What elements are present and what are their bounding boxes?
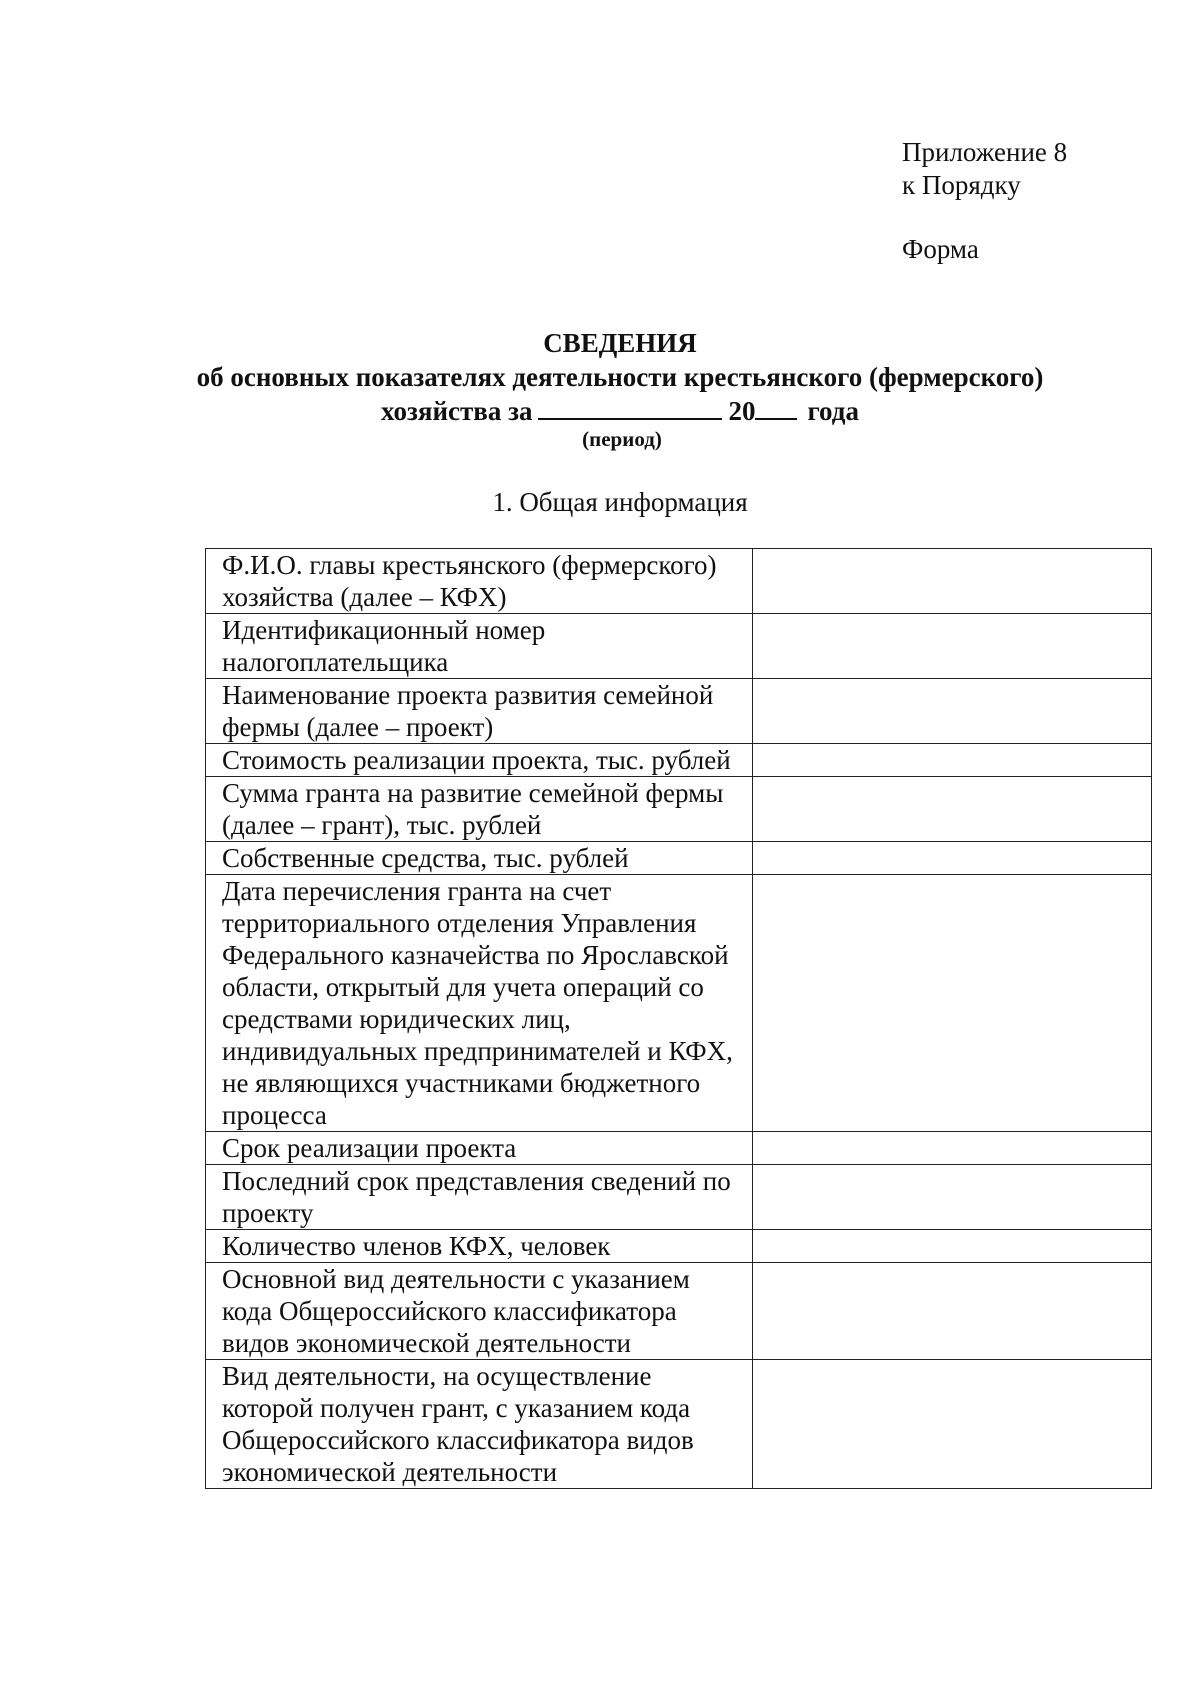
table-row [206, 1360, 1152, 1489]
document-title: СВЕДЕНИЯ [543, 328, 697, 358]
table-row [206, 744, 1152, 777]
year-prefix: 20 [728, 396, 756, 426]
period-blank[interactable] [538, 396, 722, 420]
row-label: Стоимость реализации проекта, тыс. рублей [206, 744, 753, 777]
row-label: Вид деятельности, на осуществление которой получен грант, с указанием кода Общероссийского классификатора видов экономической деятельности [206, 1360, 753, 1489]
row-value-field[interactable] [752, 614, 1151, 679]
document-subtitle: об основных показателях деятельности крестьянского (фермерского) [196, 362, 1044, 392]
table-row [206, 875, 1152, 1132]
row-label: Ф.И.О. главы крестьянского (фермерского) хозяйства (далее – КФХ) [206, 549, 753, 614]
row-label: Наименование проекта развития семейной фермы (далее – проект) [206, 679, 753, 744]
table-row [206, 1230, 1152, 1263]
form-label: Форма [902, 234, 979, 264]
period-line-start: хозяйства за [381, 396, 533, 426]
appendix-reference: к Порядку [902, 170, 1021, 200]
row-value-field[interactable] [752, 1230, 1151, 1263]
appendix-number: Приложение 8 [902, 137, 1068, 167]
row-label: Идентификационный номер налогоплательщика [206, 614, 753, 679]
row-value-field[interactable] [752, 842, 1151, 875]
period-line [180, 394, 1060, 428]
table-row [206, 1263, 1152, 1360]
period-line-end: года [807, 396, 859, 426]
row-label: Срок реализации проекта [206, 1132, 753, 1165]
row-value-field[interactable] [752, 679, 1151, 744]
row-value-field[interactable] [752, 777, 1151, 842]
table-row [206, 679, 1152, 744]
row-value-field[interactable] [752, 1165, 1151, 1230]
period-caption: (период) [582, 427, 662, 451]
row-value-field[interactable] [752, 1132, 1151, 1165]
table-row [206, 842, 1152, 875]
appendix-block [902, 136, 1067, 266]
row-value-field[interactable] [752, 875, 1151, 1132]
row-label: Дата перечисления гранта на счет территориального отделения Управления Федерального казначейства по Ярославской области, открытый для учета операций со средствами юридических лиц, индивидуальных предпринимателей и КФХ, не являющихся участниками бюджетного процесса [206, 875, 753, 1132]
table-row [206, 614, 1152, 679]
row-value-field[interactable] [752, 1263, 1151, 1360]
row-label: Основной вид деятельности с указанием кода Общероссийского классификатора видов экономической деятельности [206, 1263, 753, 1360]
section-title: 1. Общая информация [492, 487, 748, 517]
row-label: Собственные средства, тыс. рублей [206, 842, 753, 875]
row-value-field[interactable] [752, 549, 1151, 614]
row-label: Количество членов КФХ, человек [206, 1230, 753, 1263]
row-value-field[interactable] [752, 744, 1151, 777]
year-blank[interactable] [755, 396, 797, 420]
table-row [206, 777, 1152, 842]
general-info-table [205, 548, 1152, 1489]
table-row [206, 549, 1152, 614]
row-label: Последний срок представления сведений по проекту [206, 1165, 753, 1230]
row-value-field[interactable] [752, 1360, 1151, 1489]
table-row [206, 1165, 1152, 1230]
table-row [206, 1132, 1152, 1165]
row-label: Сумма гранта на развитие семейной фермы (далее – грант), тыс. рублей [206, 777, 753, 842]
document-heading [180, 326, 1060, 450]
